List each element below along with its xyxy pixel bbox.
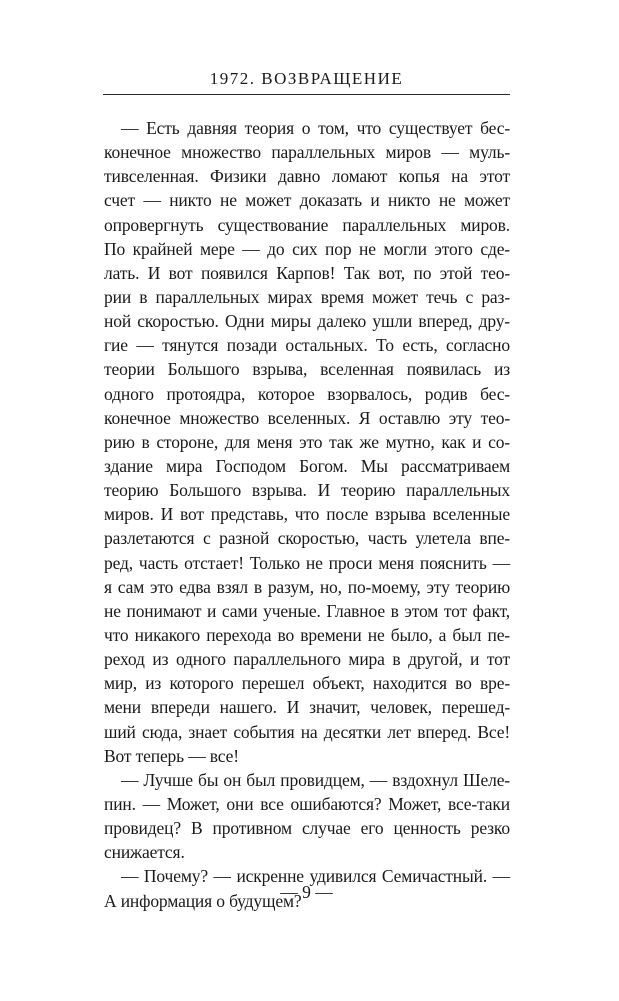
text-line: конечное множество вселенных. Я оставлю эту тео-: [104, 407, 510, 428]
text-line: — Есть давняя теория о том, что существует бес-: [121, 118, 510, 138]
text-line: рию в стороне, для меня это так же мутно, как и со-: [104, 431, 510, 452]
text-line: мир, из которого перешел объект, находится во вре-: [104, 673, 510, 694]
text-line: миров. И вот представь, что после взрыва вселенные: [104, 504, 510, 525]
text-line: здание мира Господом Богом. Мы рассматриваем: [104, 455, 510, 476]
body-text: [104, 116, 510, 913]
text-line: провидец? В противном случае его ценность резко: [104, 818, 510, 839]
text-line: одного протоядра, которое взорвалось, родив бес-: [104, 383, 510, 404]
text-line: — Почему? — искренне удивился Семичастный. —: [121, 866, 510, 887]
text-line: ший сюда, знает события на десятки лет вперед. Все!: [104, 721, 510, 742]
text-line: снижается.: [104, 842, 185, 863]
text-line: теорию Большого взрыва. И теорию параллельных: [104, 480, 510, 501]
text-line: мени впереди нашего. И значит, человек, перешед-: [104, 697, 510, 718]
text-line: По крайней мере — до сих пор не могли этого сде-: [104, 238, 510, 259]
text-line: ред, часть отстает! Только не проси меня пояснить —: [104, 552, 510, 573]
text-line: реход из одного параллельного мира в другой, и тот: [104, 649, 510, 670]
text-line: не понимают и сами ученые. Главное в этом тот факт,: [104, 600, 510, 621]
text-line: конечное множество параллельных миров — муль-: [104, 142, 510, 163]
text-line: опровергнуть существование параллельных миров.: [104, 214, 510, 235]
text-line: ной скоростью. Одни миры далеко ушли вперед, дру-: [104, 311, 510, 332]
text-line: теории Большого взрыва, вселенная появилась из: [104, 359, 510, 380]
text-line: Вот теперь — все!: [104, 745, 239, 766]
text-line: лать. И вот появился Карпов! Так вот, по этой тео-: [104, 262, 510, 283]
text-line: что никакого перехода во времени не было, а был пе-: [104, 624, 510, 645]
text-line: счет — никто не может доказать и никто не может: [104, 190, 510, 211]
text-line: пин. — Может, они все ошибаются? Может, все-таки: [104, 793, 510, 814]
text-line: гие — тянутся позади остальных. То есть, согласно: [104, 335, 510, 356]
text-line: А информация о будущем?: [104, 890, 302, 911]
text-line: рии в параллельных мирах время может течь с раз-: [104, 286, 510, 307]
text-line: я сам это едва взял в разум, но, по-моему, эту теорию: [104, 576, 510, 597]
running-head: 1972. ВОЗВРАЩЕНИЕ: [103, 67, 510, 95]
text-line: разлетаются с разной скоростью, часть улетела впе-: [104, 528, 510, 549]
text-line: тивселенная. Физики давно ломают копья на этот: [104, 166, 510, 187]
page-number: — 9 —: [280, 882, 333, 902]
text-line: — Лучше бы он был провидцем, — вздохнул Шеле-: [121, 769, 510, 790]
